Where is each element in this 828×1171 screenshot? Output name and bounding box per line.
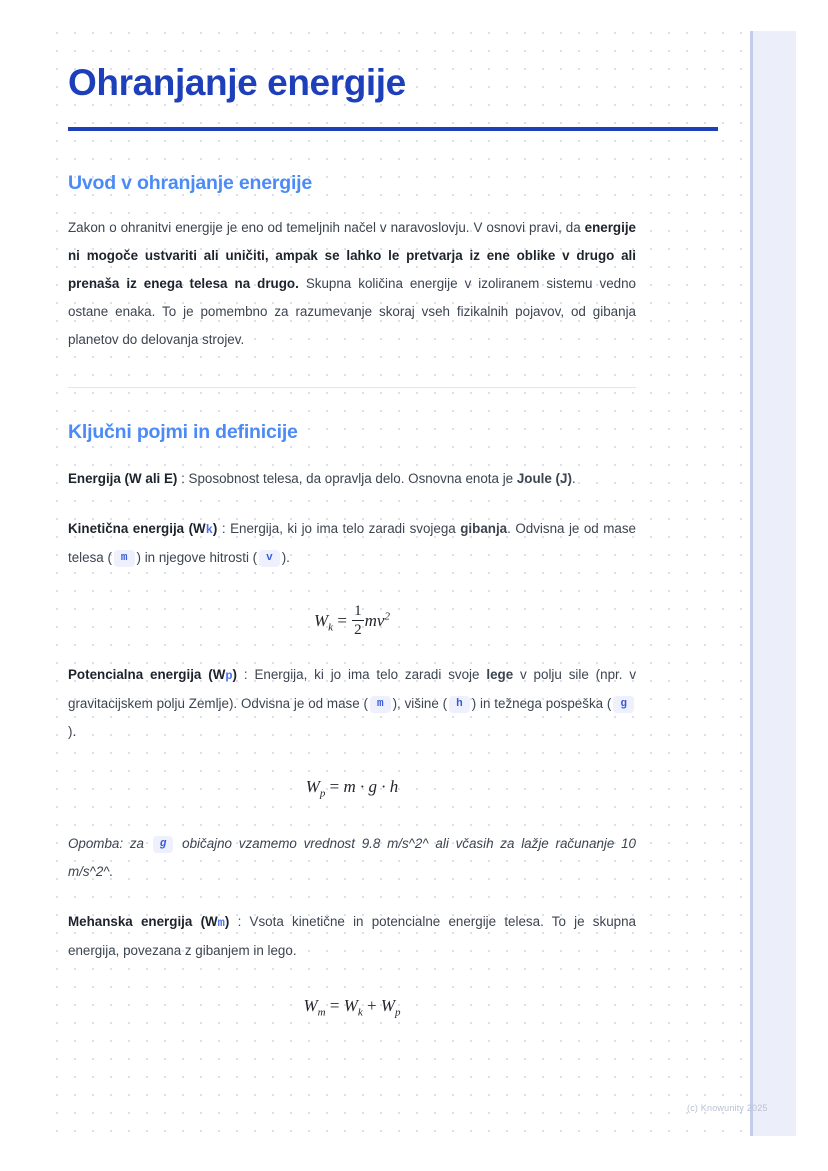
definition-potential-separator: : bbox=[237, 666, 255, 682]
right-margin-band-edge bbox=[750, 31, 753, 1136]
formula-kinetic-denominator: 2 bbox=[354, 621, 362, 638]
definition-potential-term-b: ) bbox=[232, 666, 238, 682]
formula-mechanical-lhs: W bbox=[303, 995, 318, 1015]
intro-text-bold: energije ni mogoče ustvariti ali uničiti, ampak se lahko le pretvarja iz ene oblike v drugo ali prenaša iz enega telesa na drugo. bbox=[68, 219, 636, 291]
document-content bbox=[68, 62, 636, 1018]
formula-potential-equals: = bbox=[329, 776, 340, 796]
note-text-b: običajno vzamemo vrednost 9.8 m/s^2^ ali včasih za lažje računanje 10 m/s^2^. bbox=[68, 835, 636, 879]
formula-mechanical-plus: + bbox=[367, 995, 377, 1015]
page-margin-top bbox=[0, 0, 828, 30]
formula-potential-body: m · g · h bbox=[343, 776, 399, 796]
definition-potential-text-d: ), višine ( bbox=[392, 695, 448, 711]
section-heading-key-concepts: Ključni pojmi in definicije bbox=[68, 420, 298, 443]
definition-energy-text-a: Sposobnost telesa, da opravlja delo. Osnovna enota je bbox=[188, 470, 517, 486]
formula-kinetic-fraction bbox=[352, 604, 364, 638]
definition-potential-subscript: p bbox=[225, 668, 233, 683]
definition-energy bbox=[68, 465, 636, 493]
page-margin-left bbox=[0, 0, 42, 1171]
page-title: Ohranjanje energije bbox=[68, 62, 406, 103]
title-underline-rule bbox=[68, 127, 718, 131]
definition-potential-text-c: v polju sile (npr. v gravitacijskem polju Zemlje). Odvisna je od mase ( bbox=[68, 666, 637, 711]
variable-chip-g-note: g bbox=[153, 836, 174, 853]
definition-energy-unit: Joule (J) bbox=[516, 470, 572, 486]
definition-mechanical bbox=[68, 908, 636, 965]
formula-potential-lhs-sub: p bbox=[319, 786, 326, 799]
definition-kinetic-bold: gibanja bbox=[460, 520, 508, 536]
formula-mechanical-term1: W bbox=[343, 995, 358, 1015]
definition-kinetic-term-b: ) bbox=[212, 520, 218, 536]
definition-kinetic-text-c: . Odvisna je od mase telesa ( bbox=[68, 520, 636, 565]
definition-potential-text-e: ) in težnega pospeška ( bbox=[471, 695, 612, 711]
definition-energy-text-c: . bbox=[571, 470, 576, 486]
formula-kinetic-numerator: 1 bbox=[354, 602, 362, 619]
formula-mechanical-lhs-sub: m bbox=[317, 1006, 326, 1019]
definition-potential-text-a: Energija, ki jo ima telo zaradi svoje bbox=[254, 666, 487, 682]
footer-watermark: (c) Knowunity 2025 bbox=[687, 1103, 768, 1113]
note-text-a: Opomba: za bbox=[68, 835, 151, 851]
section-heading-intro: Uvod v ohranjanje energije bbox=[68, 171, 313, 194]
formula-mechanical-term1-sub: k bbox=[357, 1006, 363, 1019]
formula-kinetic-energy bbox=[68, 602, 636, 639]
formula-kinetic-rhs: mv bbox=[364, 610, 385, 630]
definition-kinetic bbox=[68, 515, 636, 572]
definition-mechanical-term-a: Mehanska energija (W bbox=[68, 913, 218, 929]
formula-mechanical-term2-sub: p bbox=[395, 1006, 401, 1019]
definition-mechanical-subscript: m bbox=[217, 915, 225, 930]
section-divider bbox=[68, 387, 636, 388]
formula-potential-energy bbox=[68, 777, 636, 799]
formula-potential-lhs: W bbox=[305, 776, 320, 796]
intro-text-b: Skupna količina energije v izoliranem sistemu vedno ostane enaka. To je pomembno za razumevanje skoraj vseh fizikalnih pojavov, od gibanja planetov do delovanja strojev. bbox=[68, 275, 636, 347]
variable-chip-h: h bbox=[449, 696, 470, 713]
note-gravity bbox=[68, 830, 636, 886]
formula-kinetic-fraction-bar bbox=[352, 620, 364, 621]
definition-kinetic-text-e: ). bbox=[281, 549, 290, 565]
page-margin-right bbox=[796, 0, 828, 1171]
definition-kinetic-subscript: k bbox=[205, 522, 213, 537]
formula-kinetic-lhs: W bbox=[314, 610, 329, 630]
variable-chip-m: m bbox=[114, 550, 135, 567]
formula-kinetic-equals: = bbox=[337, 610, 347, 630]
formula-kinetic-lhs-sub: k bbox=[328, 620, 334, 633]
definition-energy-term: Energija (W ali E) bbox=[68, 470, 178, 486]
definition-energy-separator: : bbox=[177, 470, 189, 486]
definition-potential-text-f: ). bbox=[68, 723, 77, 739]
variable-chip-v: v bbox=[259, 550, 280, 567]
definition-potential-term-a: Potencialna energija (W bbox=[68, 666, 226, 682]
definition-potential-bold: lege bbox=[486, 666, 514, 682]
definition-kinetic-text-d: ) in njegove hitrosti ( bbox=[136, 549, 258, 565]
formula-mechanical-energy bbox=[68, 996, 636, 1018]
definition-kinetic-separator: : bbox=[217, 520, 231, 536]
definition-potential bbox=[68, 661, 636, 746]
intro-paragraph bbox=[68, 214, 636, 354]
definition-mechanical-term-b: ) bbox=[224, 913, 230, 929]
formula-kinetic-exponent: 2 bbox=[384, 609, 390, 622]
formula-mechanical-term2: W bbox=[380, 995, 396, 1015]
formula-mechanical-equals: = bbox=[329, 995, 340, 1015]
definition-mechanical-text-a: Vsota kinetične in potencialne energije telesa. To je skupna energija, povezana z gibanjem in lego. bbox=[68, 913, 636, 958]
definition-mechanical-separator: : bbox=[229, 913, 250, 929]
definition-kinetic-text-a: Energija, ki jo ima telo zaradi svojega bbox=[230, 520, 461, 536]
right-margin-band bbox=[750, 31, 796, 1136]
page-margin-bottom bbox=[0, 1136, 828, 1171]
variable-chip-g: g bbox=[613, 696, 634, 713]
variable-chip-m-potential: m bbox=[370, 696, 391, 713]
definition-kinetic-term-a: Kinetična energija (W bbox=[68, 520, 206, 536]
intro-text-a: Zakon o ohranitvi energije je eno od temeljnih načel v naravoslovju. V osnovi pravi, da bbox=[68, 219, 585, 235]
